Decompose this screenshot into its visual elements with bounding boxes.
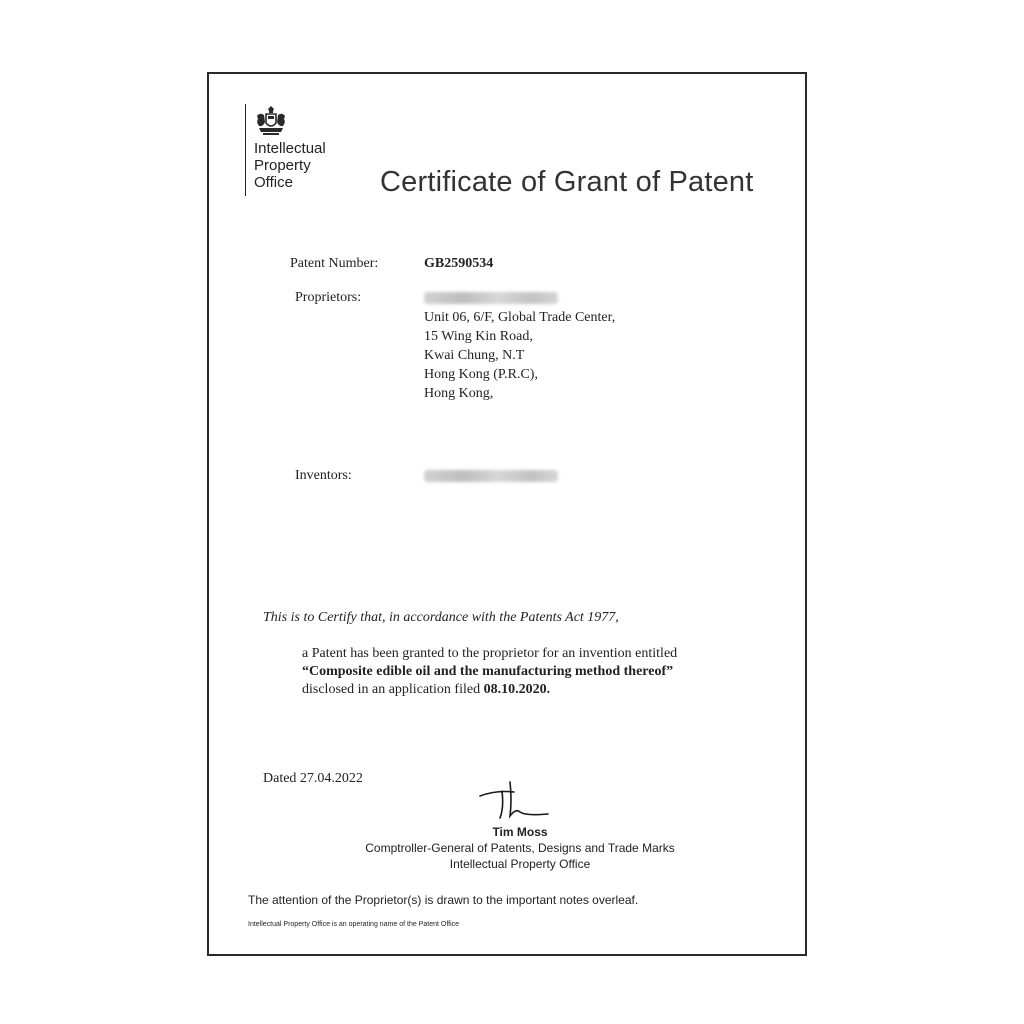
signatory-name: Tim Moss — [492, 825, 548, 839]
address-line: 15 Wing Kin Road, — [424, 329, 533, 344]
address-line: Hong Kong (P.R.C), — [424, 367, 538, 382]
grant-line: a Patent has been granted to the proprietor for an invention entitled — [302, 646, 678, 661]
footer-text: Intellectual Property Office is an operating name of the Patent Office — [248, 921, 460, 928]
filing-date: 08.10.2020. — [483, 682, 551, 697]
certification-statement: This is to Certify that, in accordance with the Patents Act 1977, — [263, 610, 619, 625]
certificate-title: Certificate of Grant of Patent — [380, 166, 754, 198]
patent-number: GB2590534 — [424, 256, 494, 271]
proprietors-label: Proprietors: — [295, 290, 362, 305]
invention-title: “Composite edible oil and the manufacturing method thereof” — [302, 664, 674, 679]
ipo-name-line: Intellectual — [254, 140, 326, 157]
redacted-proprietor-name — [424, 292, 558, 304]
date-of-grant: Dated 27.04.2022 — [263, 771, 363, 786]
ipo-logo — [245, 104, 326, 196]
patent-number-label: Patent Number: — [290, 256, 379, 271]
ipo-name-line: Property — [254, 157, 311, 174]
address-line: Unit 06, 6/F, Global Trade Center, — [424, 310, 616, 325]
filing-prefix: disclosed in an application filed — [302, 682, 484, 697]
important-notes-text: The attention of the Proprietor(s) is drawn to the important notes overleaf. — [248, 893, 639, 907]
royal-coat-of-arms-icon — [254, 106, 288, 136]
signature-image — [474, 778, 554, 824]
ipo-name-line: Office — [254, 174, 293, 191]
signatory-role: Comptroller-General of Patents, Designs and Trade Marks — [365, 841, 675, 855]
grant-paragraph — [302, 645, 762, 699]
filing-line — [302, 681, 762, 699]
inventors-label: Inventors: — [295, 468, 352, 483]
redacted-inventor-name — [424, 470, 558, 482]
ipo-name — [254, 140, 364, 191]
address-line: Hong Kong, — [424, 386, 494, 401]
signatory-office: Intellectual Property Office — [449, 857, 591, 871]
proprietor-address — [424, 308, 615, 403]
address-line: Kwai Chung, N.T — [424, 348, 525, 363]
